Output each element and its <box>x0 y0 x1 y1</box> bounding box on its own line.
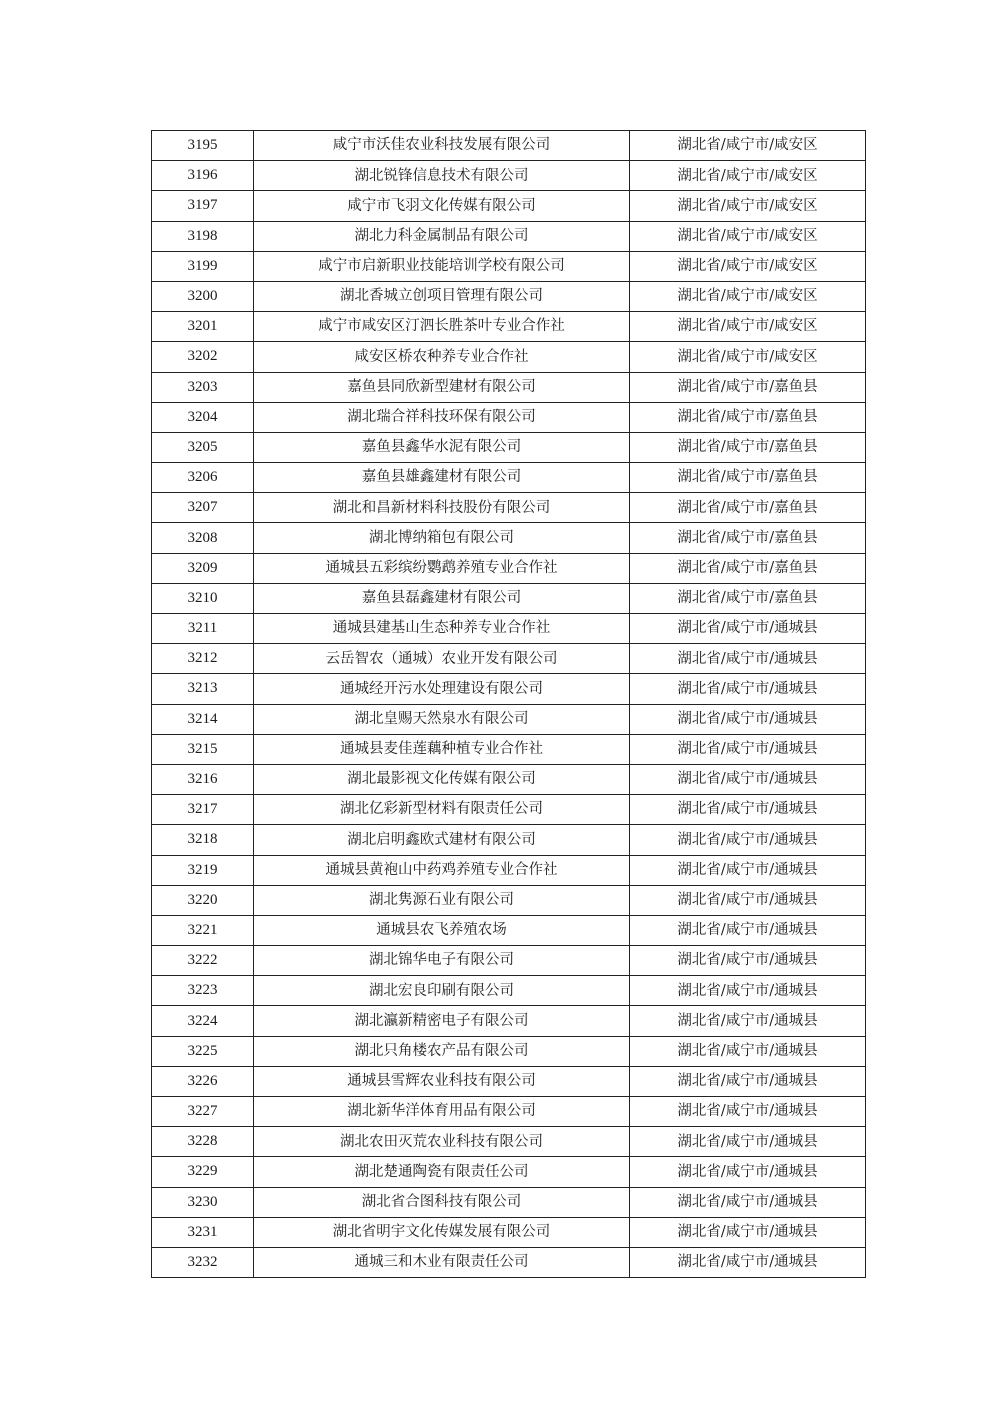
table-row <box>152 463 866 493</box>
row-number-cell: 3222 <box>152 946 254 976</box>
row-number-cell: 3205 <box>152 432 254 462</box>
region-cell: 湖北省/咸宁市/嘉鱼县 <box>630 372 866 402</box>
region-cell: 湖北省/咸宁市/通城县 <box>630 734 866 764</box>
company-name-cell: 咸宁市咸安区汀泗长胜茶叶专业合作社 <box>254 312 630 342</box>
region-cell: 湖北省/咸宁市/通城县 <box>630 1066 866 1096</box>
region-cell: 湖北省/咸宁市/通城县 <box>630 795 866 825</box>
table-row <box>152 1036 866 1066</box>
row-number-cell: 3224 <box>152 1006 254 1036</box>
table-row <box>152 553 866 583</box>
region-cell: 湖北省/咸宁市/嘉鱼县 <box>630 553 866 583</box>
company-name-cell: 湖北锦华电子有限公司 <box>254 946 630 976</box>
table-row <box>152 402 866 432</box>
table-row <box>152 251 866 281</box>
table-body <box>152 131 866 1278</box>
table-row <box>152 1127 866 1157</box>
region-cell: 湖北省/咸宁市/嘉鱼县 <box>630 493 866 523</box>
region-cell: 湖北省/咸宁市/通城县 <box>630 1127 866 1157</box>
row-number-cell: 3217 <box>152 795 254 825</box>
table-row <box>152 583 866 613</box>
region-cell: 湖北省/咸宁市/咸安区 <box>630 131 866 161</box>
table-row <box>152 704 866 734</box>
region-cell: 湖北省/咸宁市/通城县 <box>630 1157 866 1187</box>
table-row <box>152 855 866 885</box>
company-name-cell: 湖北博纳箱包有限公司 <box>254 523 630 553</box>
company-name-cell: 通城县黄袍山中药鸡养殖专业合作社 <box>254 855 630 885</box>
table-row <box>152 915 866 945</box>
row-number-cell: 3230 <box>152 1187 254 1217</box>
row-number-cell: 3228 <box>152 1127 254 1157</box>
region-cell: 湖北省/咸宁市/通城县 <box>630 885 866 915</box>
company-name-cell: 嘉鱼县同欣新型建材有限公司 <box>254 372 630 402</box>
company-name-cell: 通城县农飞养殖农场 <box>254 915 630 945</box>
row-number-cell: 3199 <box>152 251 254 281</box>
row-number-cell: 3215 <box>152 734 254 764</box>
company-name-cell: 湖北楚通陶瓷有限责任公司 <box>254 1157 630 1187</box>
company-name-cell: 咸宁市启新职业技能培训学校有限公司 <box>254 251 630 281</box>
company-name-cell: 嘉鱼县磊鑫建材有限公司 <box>254 583 630 613</box>
row-number-cell: 3219 <box>152 855 254 885</box>
company-name-cell: 咸宁市沃佳农业科技发展有限公司 <box>254 131 630 161</box>
region-cell: 湖北省/咸宁市/通城县 <box>630 644 866 674</box>
company-name-cell: 通城县雪辉农业科技有限公司 <box>254 1066 630 1096</box>
region-cell: 湖北省/咸宁市/通城县 <box>630 1006 866 1036</box>
row-number-cell: 3197 <box>152 191 254 221</box>
company-name-cell: 湖北省明宇文化传媒发展有限公司 <box>254 1217 630 1247</box>
company-name-cell: 湖北皇赐天然泉水有限公司 <box>254 704 630 734</box>
row-number-cell: 3207 <box>152 493 254 523</box>
company-list-table <box>151 130 866 1278</box>
company-name-cell: 嘉鱼县雄鑫建材有限公司 <box>254 463 630 493</box>
table-row <box>152 764 866 794</box>
row-number-cell: 3204 <box>152 402 254 432</box>
company-name-cell: 湖北省合图科技有限公司 <box>254 1187 630 1217</box>
company-name-cell: 通城三和木业有限责任公司 <box>254 1247 630 1277</box>
table-row <box>152 191 866 221</box>
company-name-cell: 通城县麦佳莲藕种植专业合作社 <box>254 734 630 764</box>
region-cell: 湖北省/咸宁市/通城县 <box>630 674 866 704</box>
region-cell: 湖北省/咸宁市/通城县 <box>630 704 866 734</box>
table-row <box>152 1247 866 1277</box>
table-row <box>152 131 866 161</box>
table-row <box>152 493 866 523</box>
region-cell: 湖北省/咸宁市/嘉鱼县 <box>630 523 866 553</box>
row-number-cell: 3225 <box>152 1036 254 1066</box>
table-row <box>152 825 866 855</box>
company-name-cell: 咸宁市飞羽文化传媒有限公司 <box>254 191 630 221</box>
region-cell: 湖北省/咸宁市/咸安区 <box>630 312 866 342</box>
row-number-cell: 3209 <box>152 553 254 583</box>
company-name-cell: 嘉鱼县鑫华水泥有限公司 <box>254 432 630 462</box>
region-cell: 湖北省/咸宁市/通城县 <box>630 1247 866 1277</box>
company-name-cell: 湖北亿彩新型材料有限责任公司 <box>254 795 630 825</box>
company-name-cell: 湖北力科金属制品有限公司 <box>254 221 630 251</box>
company-name-cell: 湖北瑞合祥科技环保有限公司 <box>254 402 630 432</box>
row-number-cell: 3223 <box>152 976 254 1006</box>
region-cell: 湖北省/咸宁市/通城县 <box>630 915 866 945</box>
table-row <box>152 1217 866 1247</box>
region-cell: 湖北省/咸宁市/通城县 <box>630 1187 866 1217</box>
table-row <box>152 432 866 462</box>
region-cell: 湖北省/咸宁市/通城县 <box>630 825 866 855</box>
table-row <box>152 312 866 342</box>
company-name-cell: 通城县五彩缤纷鹦鹉养殖专业合作社 <box>254 553 630 583</box>
row-number-cell: 3218 <box>152 825 254 855</box>
region-cell: 湖北省/咸宁市/通城县 <box>630 855 866 885</box>
table-row <box>152 523 866 553</box>
company-name-cell: 咸安区桥农种养专业合作社 <box>254 342 630 372</box>
region-cell: 湖北省/咸宁市/咸安区 <box>630 281 866 311</box>
table-row <box>152 342 866 372</box>
table-row <box>152 976 866 1006</box>
region-cell: 湖北省/咸宁市/通城县 <box>630 614 866 644</box>
table-row <box>152 1006 866 1036</box>
table-row <box>152 281 866 311</box>
table-row <box>152 644 866 674</box>
row-number-cell: 3202 <box>152 342 254 372</box>
table-row <box>152 1157 866 1187</box>
row-number-cell: 3201 <box>152 312 254 342</box>
table-row <box>152 614 866 644</box>
region-cell: 湖北省/咸宁市/通城县 <box>630 1217 866 1247</box>
row-number-cell: 3212 <box>152 644 254 674</box>
company-name-cell: 云岳智农（通城）农业开发有限公司 <box>254 644 630 674</box>
table-row <box>152 674 866 704</box>
table-row <box>152 1066 866 1096</box>
table-row <box>152 372 866 402</box>
row-number-cell: 3206 <box>152 463 254 493</box>
company-name-cell: 湖北农田灭荒农业科技有限公司 <box>254 1127 630 1157</box>
row-number-cell: 3226 <box>152 1066 254 1096</box>
region-cell: 湖北省/咸宁市/嘉鱼县 <box>630 463 866 493</box>
row-number-cell: 3198 <box>152 221 254 251</box>
company-name-cell: 湖北最影视文化传媒有限公司 <box>254 764 630 794</box>
table-row <box>152 885 866 915</box>
region-cell: 湖北省/咸宁市/通城县 <box>630 764 866 794</box>
region-cell: 湖北省/咸宁市/咸安区 <box>630 161 866 191</box>
company-name-cell: 湖北瀛新精密电子有限公司 <box>254 1006 630 1036</box>
region-cell: 湖北省/咸宁市/通城县 <box>630 946 866 976</box>
table-row <box>152 221 866 251</box>
row-number-cell: 3220 <box>152 885 254 915</box>
row-number-cell: 3227 <box>152 1097 254 1127</box>
company-name-cell: 通城县建基山生态种养专业合作社 <box>254 614 630 644</box>
row-number-cell: 3203 <box>152 372 254 402</box>
company-name-cell: 湖北香城立创项目管理有限公司 <box>254 281 630 311</box>
table-row <box>152 1187 866 1217</box>
row-number-cell: 3216 <box>152 764 254 794</box>
table-row <box>152 1097 866 1127</box>
region-cell: 湖北省/咸宁市/咸安区 <box>630 191 866 221</box>
row-number-cell: 3200 <box>152 281 254 311</box>
company-name-cell: 通城经开污水处理建设有限公司 <box>254 674 630 704</box>
region-cell: 湖北省/咸宁市/嘉鱼县 <box>630 583 866 613</box>
row-number-cell: 3195 <box>152 131 254 161</box>
row-number-cell: 3214 <box>152 704 254 734</box>
table-row <box>152 161 866 191</box>
row-number-cell: 3208 <box>152 523 254 553</box>
company-name-cell: 湖北只角楼农产品有限公司 <box>254 1036 630 1066</box>
region-cell: 湖北省/咸宁市/咸安区 <box>630 342 866 372</box>
region-cell: 湖北省/咸宁市/嘉鱼县 <box>630 432 866 462</box>
row-number-cell: 3196 <box>152 161 254 191</box>
region-cell: 湖北省/咸宁市/嘉鱼县 <box>630 402 866 432</box>
company-name-cell: 湖北新华洋体育用品有限公司 <box>254 1097 630 1127</box>
table-row <box>152 734 866 764</box>
region-cell: 湖北省/咸宁市/通城县 <box>630 1097 866 1127</box>
region-cell: 湖北省/咸宁市/咸安区 <box>630 221 866 251</box>
row-number-cell: 3232 <box>152 1247 254 1277</box>
company-name-cell: 湖北启明鑫欧式建材有限公司 <box>254 825 630 855</box>
row-number-cell: 3221 <box>152 915 254 945</box>
row-number-cell: 3231 <box>152 1217 254 1247</box>
region-cell: 湖北省/咸宁市/通城县 <box>630 1036 866 1066</box>
row-number-cell: 3210 <box>152 583 254 613</box>
table-row <box>152 795 866 825</box>
table-row <box>152 946 866 976</box>
company-name-cell: 湖北宏良印刷有限公司 <box>254 976 630 1006</box>
row-number-cell: 3213 <box>152 674 254 704</box>
company-name-cell: 湖北和昌新材料科技股份有限公司 <box>254 493 630 523</box>
company-name-cell: 湖北锐锋信息技术有限公司 <box>254 161 630 191</box>
row-number-cell: 3211 <box>152 614 254 644</box>
region-cell: 湖北省/咸宁市/通城县 <box>630 976 866 1006</box>
row-number-cell: 3229 <box>152 1157 254 1187</box>
company-name-cell: 湖北隽源石业有限公司 <box>254 885 630 915</box>
region-cell: 湖北省/咸宁市/咸安区 <box>630 251 866 281</box>
